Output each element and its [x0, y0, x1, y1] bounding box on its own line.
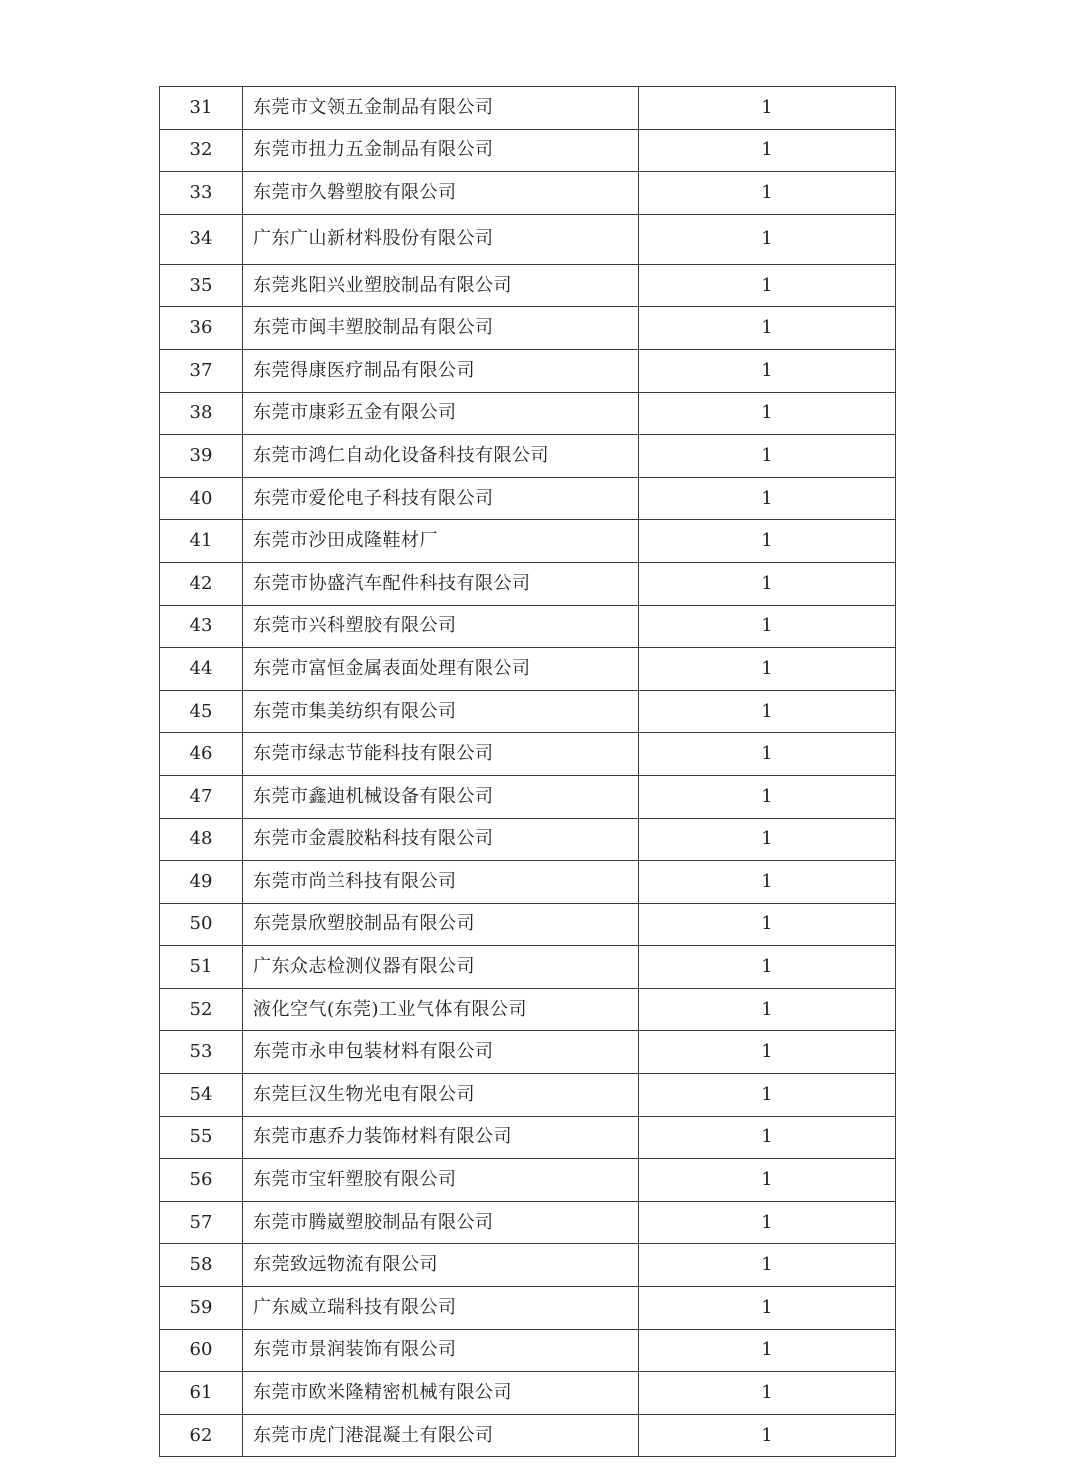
row-number-cell: 51	[160, 946, 243, 989]
table-row	[160, 690, 896, 733]
table-row	[160, 520, 896, 563]
table-row	[160, 1201, 896, 1244]
row-number-cell: 53	[160, 1031, 243, 1074]
row-number-cell: 47	[160, 775, 243, 818]
company-name-cell: 东莞市宝轩塑胶有限公司	[243, 1159, 639, 1202]
table-row	[160, 1116, 896, 1159]
count-cell: 1	[639, 264, 896, 307]
company-name-cell: 东莞市扭力五金制品有限公司	[243, 129, 639, 172]
count-cell: 1	[639, 1116, 896, 1159]
company-name-cell: 东莞市惠乔力装饰材料有限公司	[243, 1116, 639, 1159]
count-cell: 1	[639, 1159, 896, 1202]
company-name-cell: 东莞市虎门港混凝土有限公司	[243, 1414, 639, 1457]
table-row	[160, 1159, 896, 1202]
count-cell: 1	[639, 392, 896, 435]
table-row	[160, 818, 896, 861]
table-row	[160, 1372, 896, 1415]
row-number-cell: 39	[160, 435, 243, 478]
table-row	[160, 1414, 896, 1457]
row-number-cell: 42	[160, 562, 243, 605]
table-row	[160, 87, 896, 130]
company-name-cell: 广东众志检测仪器有限公司	[243, 946, 639, 989]
table-row	[160, 861, 896, 904]
table-row	[160, 307, 896, 350]
count-cell: 1	[639, 903, 896, 946]
count-cell: 1	[639, 172, 896, 215]
count-cell: 1	[639, 1414, 896, 1457]
company-name-cell: 东莞市永申包装材料有限公司	[243, 1031, 639, 1074]
company-name-cell: 东莞市腾崴塑胶制品有限公司	[243, 1201, 639, 1244]
company-name-cell: 广东广山新材料股份有限公司	[243, 214, 639, 264]
row-number-cell: 40	[160, 477, 243, 520]
row-number-cell: 46	[160, 733, 243, 776]
table-row	[160, 1287, 896, 1330]
count-cell: 1	[639, 1244, 896, 1287]
table-row	[160, 392, 896, 435]
row-number-cell: 38	[160, 392, 243, 435]
count-cell: 1	[639, 214, 896, 264]
count-cell: 1	[639, 1031, 896, 1074]
table-row	[160, 1244, 896, 1287]
count-cell: 1	[639, 690, 896, 733]
company-name-cell: 东莞市景润装饰有限公司	[243, 1329, 639, 1372]
company-name-cell: 东莞兆阳兴业塑胶制品有限公司	[243, 264, 639, 307]
row-number-cell: 52	[160, 988, 243, 1031]
count-cell: 1	[639, 129, 896, 172]
count-cell: 1	[639, 775, 896, 818]
row-number-cell: 33	[160, 172, 243, 215]
row-number-cell: 62	[160, 1414, 243, 1457]
count-cell: 1	[639, 1201, 896, 1244]
table-body	[160, 87, 896, 1457]
company-name-cell: 东莞市尚兰科技有限公司	[243, 861, 639, 904]
company-name-cell: 东莞市金震胶粘科技有限公司	[243, 818, 639, 861]
count-cell: 1	[639, 988, 896, 1031]
company-name-cell: 东莞巨汉生物光电有限公司	[243, 1074, 639, 1117]
count-cell: 1	[639, 562, 896, 605]
count-cell: 1	[639, 648, 896, 691]
company-name-cell: 东莞市文领五金制品有限公司	[243, 87, 639, 130]
count-cell: 1	[639, 520, 896, 563]
company-name-cell: 东莞市绿志节能科技有限公司	[243, 733, 639, 776]
row-number-cell: 35	[160, 264, 243, 307]
count-cell: 1	[639, 1287, 896, 1330]
row-number-cell: 31	[160, 87, 243, 130]
table-row	[160, 214, 896, 264]
count-cell: 1	[639, 1372, 896, 1415]
row-number-cell: 36	[160, 307, 243, 350]
table-row	[160, 648, 896, 691]
table-row	[160, 733, 896, 776]
table-row	[160, 349, 896, 392]
count-cell: 1	[639, 435, 896, 478]
count-cell: 1	[639, 605, 896, 648]
count-cell: 1	[639, 87, 896, 130]
row-number-cell: 57	[160, 1201, 243, 1244]
row-number-cell: 55	[160, 1116, 243, 1159]
table-row	[160, 1031, 896, 1074]
company-name-cell: 东莞市久磐塑胶有限公司	[243, 172, 639, 215]
row-number-cell: 44	[160, 648, 243, 691]
table-row	[160, 775, 896, 818]
row-number-cell: 48	[160, 818, 243, 861]
row-number-cell: 50	[160, 903, 243, 946]
table-row	[160, 605, 896, 648]
table-row	[160, 172, 896, 215]
count-cell: 1	[639, 818, 896, 861]
count-cell: 1	[639, 861, 896, 904]
row-number-cell: 49	[160, 861, 243, 904]
row-number-cell: 59	[160, 1287, 243, 1330]
row-number-cell: 61	[160, 1372, 243, 1415]
company-name-cell: 东莞市闽丰塑胶制品有限公司	[243, 307, 639, 350]
row-number-cell: 60	[160, 1329, 243, 1372]
count-cell: 1	[639, 349, 896, 392]
table-row	[160, 129, 896, 172]
table-row	[160, 946, 896, 989]
table-row	[160, 264, 896, 307]
row-number-cell: 41	[160, 520, 243, 563]
count-cell: 1	[639, 1329, 896, 1372]
count-cell: 1	[639, 307, 896, 350]
table-row	[160, 1329, 896, 1372]
table-row	[160, 903, 896, 946]
table-row	[160, 477, 896, 520]
company-name-cell: 东莞致远物流有限公司	[243, 1244, 639, 1287]
count-cell: 1	[639, 733, 896, 776]
table-row	[160, 435, 896, 478]
company-name-cell: 东莞得康医疗制品有限公司	[243, 349, 639, 392]
table-row	[160, 562, 896, 605]
row-number-cell: 45	[160, 690, 243, 733]
table-row	[160, 1074, 896, 1117]
company-name-cell: 东莞市兴科塑胶有限公司	[243, 605, 639, 648]
table-row	[160, 988, 896, 1031]
row-number-cell: 54	[160, 1074, 243, 1117]
company-name-cell: 液化空气(东莞)工业气体有限公司	[243, 988, 639, 1031]
row-number-cell: 34	[160, 214, 243, 264]
company-name-cell: 东莞市鑫迪机械设备有限公司	[243, 775, 639, 818]
company-name-cell: 东莞市集美纺织有限公司	[243, 690, 639, 733]
row-number-cell: 43	[160, 605, 243, 648]
company-table	[159, 86, 896, 1457]
row-number-cell: 56	[160, 1159, 243, 1202]
count-cell: 1	[639, 946, 896, 989]
company-name-cell: 广东威立瑞科技有限公司	[243, 1287, 639, 1330]
company-name-cell: 东莞市欧米隆精密机械有限公司	[243, 1372, 639, 1415]
company-name-cell: 东莞景欣塑胶制品有限公司	[243, 903, 639, 946]
company-name-cell: 东莞市康彩五金有限公司	[243, 392, 639, 435]
company-name-cell: 东莞市鸿仁自动化设备科技有限公司	[243, 435, 639, 478]
company-name-cell: 东莞市爱伦电子科技有限公司	[243, 477, 639, 520]
row-number-cell: 37	[160, 349, 243, 392]
company-name-cell: 东莞市富恒金属表面处理有限公司	[243, 648, 639, 691]
row-number-cell: 58	[160, 1244, 243, 1287]
company-name-cell: 东莞市沙田成隆鞋材厂	[243, 520, 639, 563]
count-cell: 1	[639, 477, 896, 520]
count-cell: 1	[639, 1074, 896, 1117]
row-number-cell: 32	[160, 129, 243, 172]
company-name-cell: 东莞市协盛汽车配件科技有限公司	[243, 562, 639, 605]
